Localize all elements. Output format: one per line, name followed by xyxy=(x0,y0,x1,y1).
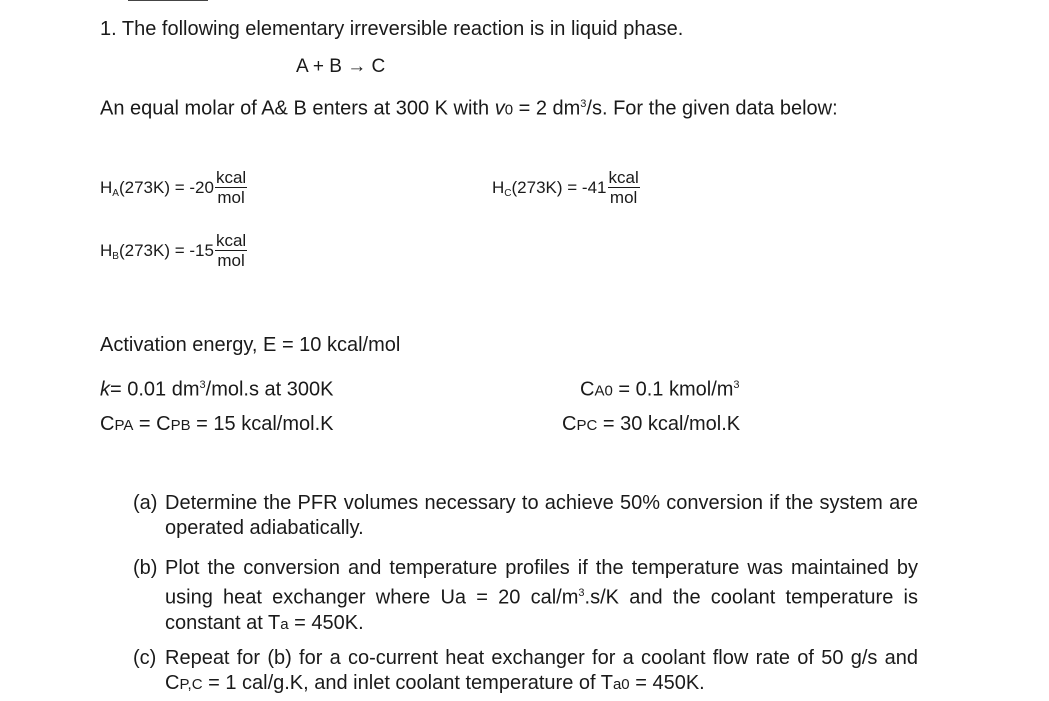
unit-fraction: $\frac{\text{kcal}}{\text{mol}}$ xyxy=(215,231,247,270)
initial-concentration: CA0 = 0.1 kmol/$m^3$ xyxy=(580,378,740,401)
heat-capacity-ab: CPA = CPB = 15 kcal/mol.K xyxy=(100,413,334,435)
part-a xyxy=(133,491,918,541)
enthalpy-a: H $_A$ (273K) = -20 $\frac{\text{kcal}}{\text{mol}}$ xyxy=(100,168,247,207)
v0-symbol: v xyxy=(494,97,505,120)
part-text: Determine the PFR volumes necessary to achieve 50% conversion if the system are operated adiabatically. xyxy=(165,492,918,539)
enthalpy-b: H $_B$ (273K) = -15 $\frac{\text{kcal}}{\text{mol}}$ xyxy=(100,231,247,270)
top-rule xyxy=(128,0,208,1)
unit-fraction: $\frac{\text{kcal}}{\text{mol}}$ xyxy=(215,168,247,207)
enthalpy-c: H $_C$ (273K) = -41 $\frac{\text{kcal}}{\text{mol}}$ xyxy=(492,168,639,207)
feed-conditions: An equal molar of A& B enters at 300 K with v0 = 2 $dm^3/s$. For the given data below: xyxy=(100,97,838,120)
part-text: Repeat for (b) for a co-current heat exchanger for a coolant flow rate of 50 g/s and CP,C = 1 cal/g.K, and inlet coolant temperature of Ta0 = 450K. xyxy=(165,647,918,694)
part-b xyxy=(133,556,918,637)
problem-statement xyxy=(100,17,683,41)
heat-capacity-c: CPC = 30 kcal/mol.K xyxy=(562,413,741,435)
problem-intro: The following elementary irreversible reaction is in liquid phase. xyxy=(121,18,684,40)
part-text: Plot the conversion and temperature profiles if the temperature was maintained by using heat exchanger where Ua = 20 cal/$m^3.s/K$ and the coolant temperature is constant at Ta = 450K. xyxy=(165,557,919,634)
part-label: (b) xyxy=(133,557,158,579)
problem-number: 1. xyxy=(100,18,117,40)
part-label: (a) xyxy=(133,492,158,514)
part-c xyxy=(133,646,918,697)
reaction-equation: A + B → C xyxy=(296,56,386,77)
activation-energy: Activation energy, E = 10 kcal/mol xyxy=(100,334,401,356)
rate-constant: k= 0.01 $dm^3/mol.s$ at 300K xyxy=(100,378,334,401)
unit-fraction: $\frac{\text{kcal}}{\text{mol}}$ xyxy=(608,168,639,207)
part-label: (c) xyxy=(133,647,157,669)
